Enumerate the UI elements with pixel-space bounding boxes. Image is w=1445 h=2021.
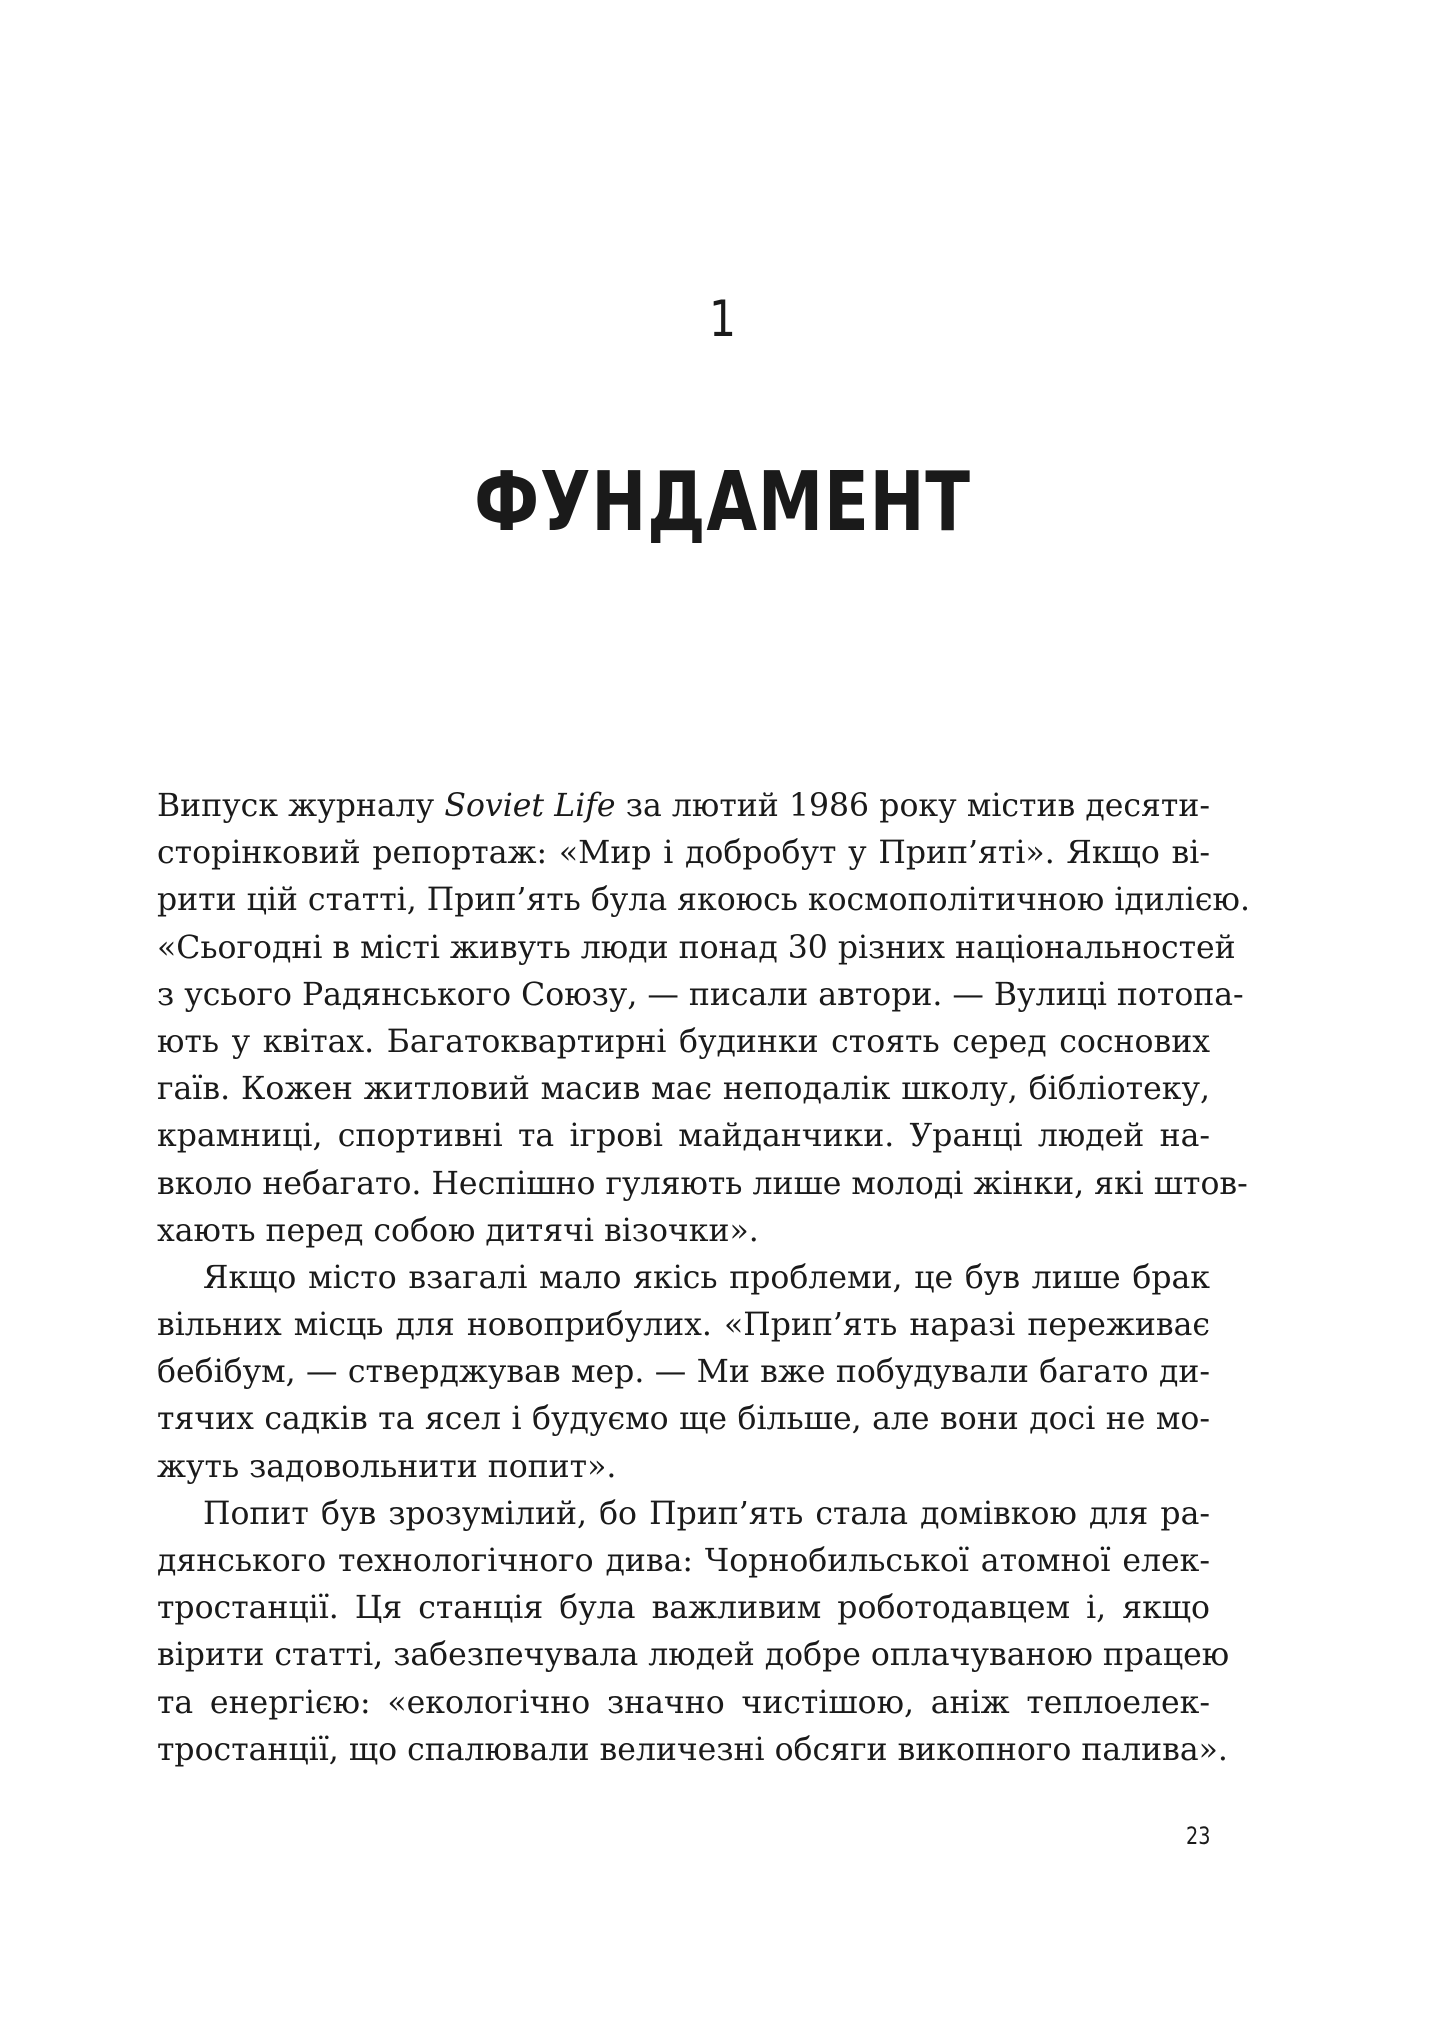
text-line: крамниці, спортивні та ігрові майданчики. Уранці людей на- bbox=[157, 1118, 1210, 1155]
body-text bbox=[157, 783, 1250, 1774]
text-line: рити цій статті, Прип’ять була якоюсь космополітичною ідилією. bbox=[157, 882, 1250, 919]
paragraph bbox=[157, 783, 1250, 1255]
chapter-number: 1 bbox=[708, 290, 737, 348]
text-line: тячих садків та ясел і будуємо ще більше, але вони досі не мо- bbox=[157, 1401, 1210, 1438]
text-line: та енергією: «екологічно значно чистішою, аніж теплоелек- bbox=[157, 1684, 1210, 1721]
text-line: тростанції. Ця станція була важливим роботодавцем і, якщо bbox=[157, 1590, 1210, 1627]
paragraph bbox=[157, 1491, 1230, 1774]
magazine-title: Soviet Life bbox=[444, 788, 616, 824]
text-line: хають перед собою дитячі візочки». bbox=[157, 1212, 759, 1249]
text-line: Якщо місто взагалі мало якісь проблеми, це був лише брак bbox=[203, 1259, 1210, 1296]
text-line: вірити статті, забезпечувала людей добре оплачуваною працею bbox=[157, 1637, 1230, 1674]
text-line: ють у квітах. Багатоквартирні будинки стоять серед соснових bbox=[157, 1023, 1210, 1060]
text-line: тростанції, що спалювали величезні обсяги викопного палива». bbox=[157, 1731, 1228, 1768]
text-line: дянського технологічного дива: Чорнобильської атомної елек- bbox=[157, 1543, 1210, 1579]
paragraph bbox=[157, 1255, 1210, 1491]
text-line: жуть задовольнити попит». bbox=[157, 1448, 617, 1485]
text-line: з усього Радянського Союзу, — писали автори. — Вулиці потопа- bbox=[157, 976, 1244, 1013]
text-line: Випуск журналу Soviet Life за лютий 1986 року містив десяти- bbox=[157, 788, 1210, 824]
chapter-title: ФУНДАМЕНТ bbox=[474, 455, 971, 550]
text-line: бебібум, — стверджував мер. — Ми вже побудували багато ди- bbox=[157, 1354, 1210, 1391]
text-line: Попит був зрозумілий, бо Прип’ять стала домівкою для ра- bbox=[203, 1495, 1210, 1532]
text-line: вільних місць для новоприбулих. «Прип’ять наразі переживає bbox=[157, 1307, 1210, 1344]
text-line: вколо небагато. Неспішно гуляють лише молоді жінки, які штов- bbox=[157, 1165, 1248, 1202]
text-line: гаїв. Кожен житловий масив має неподалік школу, бібліотеку, bbox=[157, 1071, 1210, 1108]
page-number: 23 bbox=[1186, 1822, 1211, 1850]
text-line: «Сьогодні в місті живуть люди понад 30 різних національностей bbox=[157, 929, 1236, 966]
text-line: сторінковий репортаж: «Мир і добробут у Прип’яті». Якщо ві- bbox=[157, 835, 1210, 872]
